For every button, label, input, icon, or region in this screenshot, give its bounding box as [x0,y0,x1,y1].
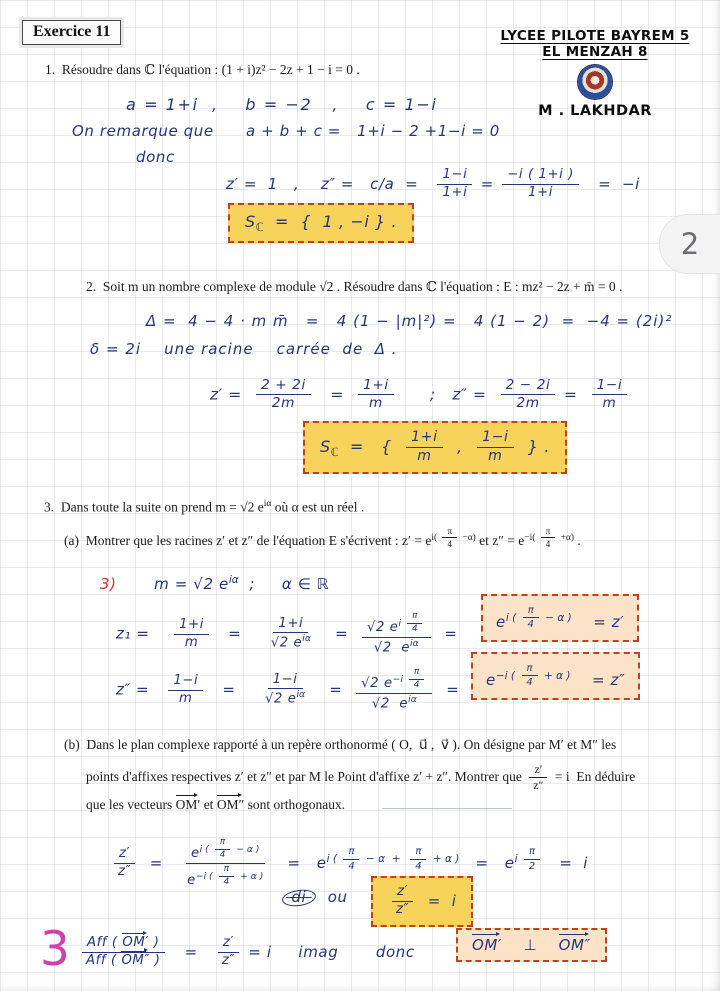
q3-z1-result: $e^{i ( \frac{\pi}{4} - \alpha )}$ = z′ [496,605,625,631]
teacher-name: M . LAKHDAR [538,103,652,119]
q3b-hw-aff-line: $\frac{\text{Aff ( OM′ )}}{\text{Aff ( OM″ )}}$ = $\frac{z'}{z''}$ = i imag donc [78,936,415,969]
q3-z2-result-box [471,652,640,700]
q2-hw-discriminant: Δ = 4 − 4 · m m̄ = 4 (1 − |m|²) = 4 (1 − 2) = −4 = (2i)² [146,312,673,330]
page-side-tab[interactable] [659,214,720,274]
q2-hw-square-root: δ = 2i une racine carrée de Δ . [90,340,398,358]
q3b-ratio-result: $\frac{z'}{z''}$ = i [388,892,456,910]
q3-z2-result: $e^{-i ( \frac{\pi}{4} + \alpha )}$ = z″ [486,663,626,689]
exercise-title: Exercice 11 [33,23,111,40]
school-header [470,28,720,119]
exercise-title-box [22,20,121,45]
q1-hw-coefficients: a = 1+i , b = −2 , c = 1−i [126,95,438,114]
q3a-printed: (a) Montrer que les racines z′ et z″ de l'équation E s'écrivent : $z' = e^{i( \frac{\pi}{4} -\alpha)}$ et $z'' = e^{-i( \frac{\pi}{4} +\alpha)}$ . [64,526,581,550]
school-name-line2: EL MENZAH 8 [542,44,648,60]
q3b-hw-ratio-line: $\frac{z'}{z''}$ = $e^{i ( \frac{\pi}{4} - \alpha )}$ $e^{-i ( \frac{\pi}{4} + \alpha )}$ = $e^{i ( \frac{\pi}{4} - \alpha + \frac{\pi}{4} + \alpha )} = e^{i \frac{\pi}{2}}$ = i [110,838,588,889]
q1-hw-donc: donc [136,148,175,166]
q1-answer-box [228,203,414,243]
school-name-line1: LYCEE PILOTE BAYREM 5 [500,28,690,44]
q2-printed-statement: 2. Soit m un nombre complexe de module √2 . Résoudre dans ℂ l'équation : E : mz² − 2z + m̄ = 0 . [86,279,623,294]
q2-answer-box [303,421,567,474]
bottom-page-number: 3 [40,922,70,977]
q3-hw-z1-line: z₁ = $\frac{1+i}{m}$ = $\frac{1+i}{√2 e^{i\alpha}}$ = √2 $e^{i \frac{\pi}{4}}$ √2 $e^{i\alpha}$ = [116,611,458,656]
q3b-hw-scratch-ou: di ou [286,888,348,906]
q1-hw-remark: On remarque que a + b + c = 1+i − 2 +1−i = 0 [72,122,500,140]
q3b-ratio-box [371,876,473,927]
q1-printed-statement: 1. Résoudre dans ℂ l'équation : (1 + i)z² − 2z + 1 − i = 0 . [45,62,360,77]
q3-hw-z2-line: z″ = $\frac{1-i}{m}$ = $\frac{1-i}{√2 e^{i\alpha}}$ = √2 $e^{-i \frac{\pi}{4}}$ √2 $e^{i\alpha}$ = [116,667,460,712]
q3b-orthogonal-result: OM′ ⊥ OM″ [472,936,591,954]
school-emblem-icon [578,65,612,99]
q3-hw-m-line: 3) m = √2 $e^{i\alpha}$ ; α ∈ ℝ [100,574,330,593]
q3b-printed-line2: points d'affixes respectives z′ et z″ et par M le Point d'affixe z′ + z″. Montrer que $\frac{z'}{z''}$ = i En déduire [86,762,636,793]
page-side-tab-number: 2 [680,227,700,261]
q3-printed-intro: 3. Dans toute la suite on prend m = √2 $e^{i\alpha}$ où α est un réel . [44,499,365,515]
q2-answer: $S_ℂ$ = { $\frac{1+i}{m}$ , $\frac{1-i}{m}$ } . [320,429,551,464]
q3-z1-result-box [481,594,639,642]
pencil-underline [382,808,512,809]
q3b-orthogonal-box [456,928,607,962]
q2-hw-roots: z′ = $\frac{2 + 2i}{2m}$ = $\frac{1+i}{m}$ ; z″ = $\frac{2 - 2i}{2m}$ = $\frac{1-i}{m}$ [210,378,630,412]
q3b-printed-line1: (b) Dans le plan complexe rapporté à un repère orthonormé ( O, u⃗ , v⃗ ). On désigne par M′ et M″ les [64,737,617,752]
q1-hw-roots: z′ = 1 , z″ = c/a = $\frac{1-i}{1+i}$ = $\frac{-i ( 1+i )}{1+i}$ = −i [226,167,640,200]
q1-answer: $S_ℂ$ = { 1 , −i } . [245,212,398,235]
q3b-printed-line3: que les vecteurs OM′ et OM″ sont orthogonaux. [86,797,346,812]
